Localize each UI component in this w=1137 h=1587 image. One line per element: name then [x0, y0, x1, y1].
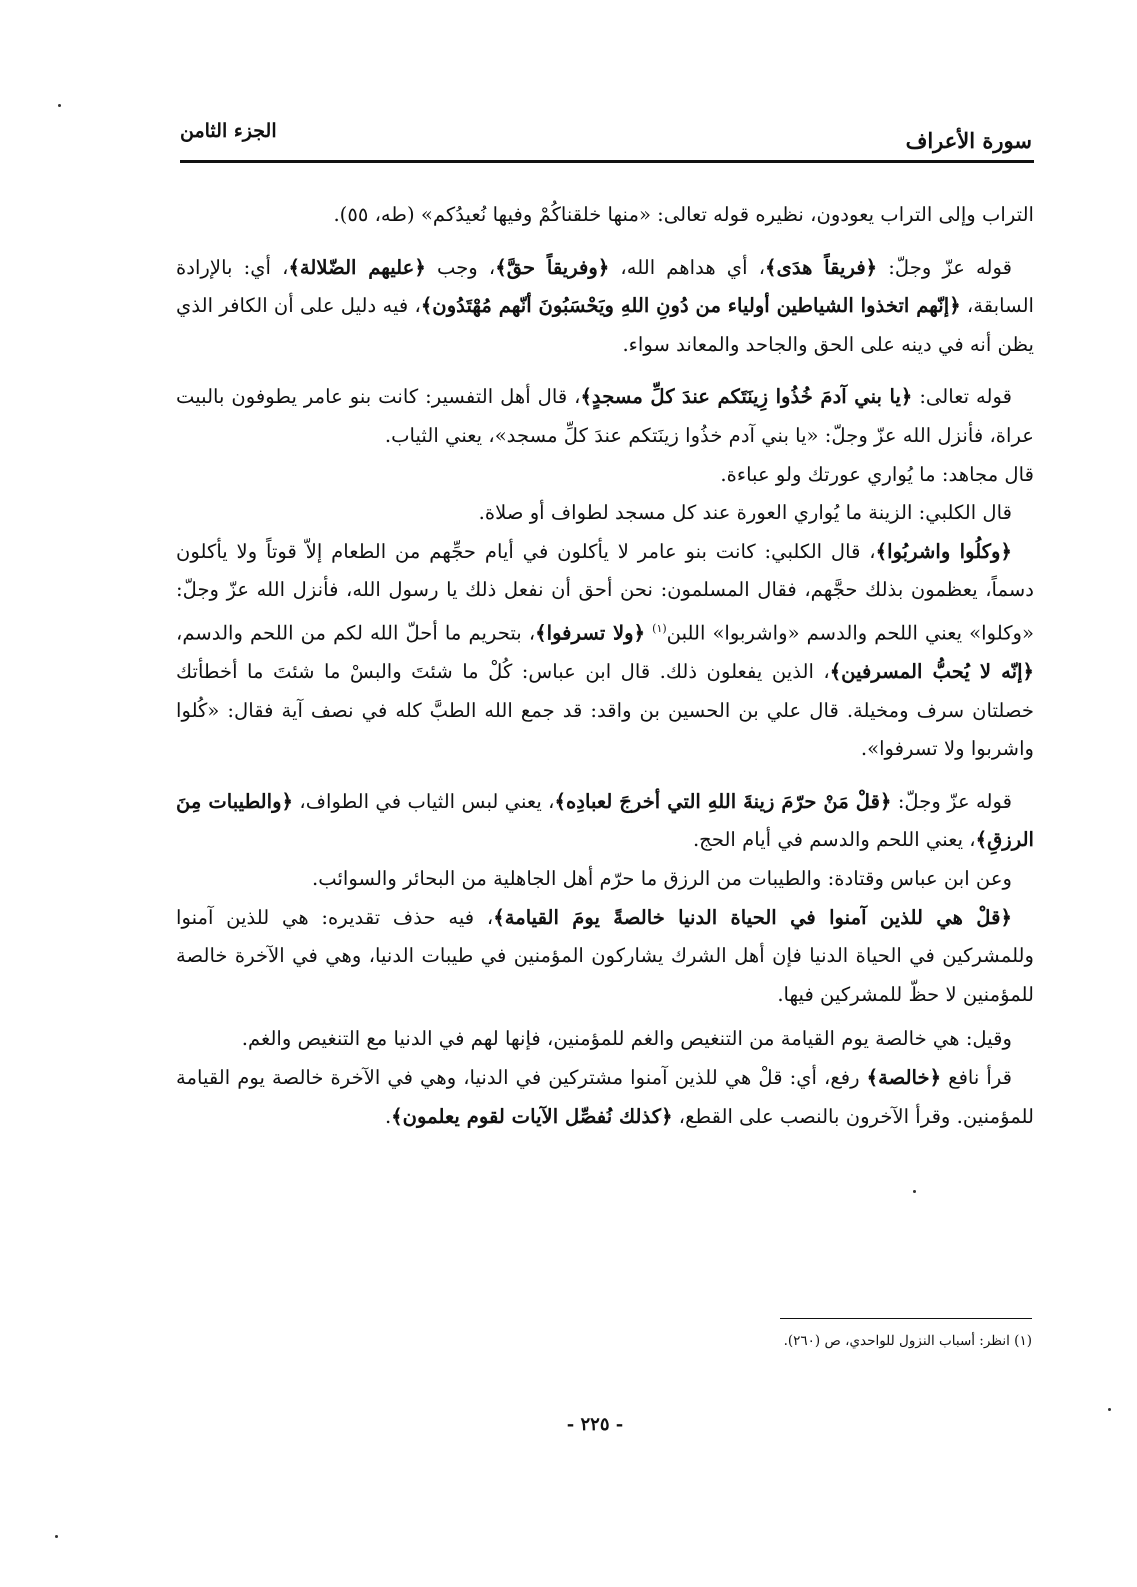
paragraph [176, 1020, 1034, 1059]
quran-quote: ﴿إنّه لا يُحبُّ المسرفين﴾ [829, 660, 1034, 684]
text-run: ، أي هداهم الله، [609, 255, 766, 279]
quran-quote: ﴿وكلُوا واشربُوا﴾ [875, 539, 1012, 563]
text-run: وعن ابن عباس وقتادة: والطيبات من الرزق ما حرّم أهل الجاهلية من البحائر والسوائب. [312, 867, 1012, 891]
quran-quote: ﴿ولا تسرفوا﴾ [535, 621, 646, 645]
text-run: ، أي: بالإرادة السابقة، [176, 255, 1034, 318]
text-run: . [384, 1104, 392, 1128]
running-head [180, 120, 1032, 160]
quran-quote: ﴿وفريقاً حقَّ﴾ [495, 255, 610, 279]
body-text [176, 196, 1034, 1136]
paragraph [176, 196, 1034, 235]
text-run: ، فيه دليل على أن الكافر الذي يظن أنه في دينه على الحق والجاحد والمعاند سواء. [176, 294, 1034, 356]
text-run: ، بتحريم ما أحلّ الله لكم من اللحم والدسم، [176, 621, 536, 645]
text-run: ، الذين يفعلون ذلك. قال ابن عباس: كُلْ ما شئتَ والبسْ ما شئتَ ما أخطأتك خصلتان سرف ومخيلة. قال علي بن الحسين بن واقد: قد جمع الله الطبَّ كله في نصف آية فقال: «كُلوا واشربوا ولا تسرفوا». [176, 660, 1034, 761]
quran-quote: ﴿عليهم الضّلالة﴾ [288, 255, 426, 279]
text-run: قرأ نافع [941, 1066, 1012, 1089]
paragraph [176, 456, 1034, 495]
text-run: قوله تعالى: [912, 385, 1012, 409]
text-run: ، قال أهل التفسير: كانت بنو عامر يطوفون بالبيت عراة، فأنزل الله عزّ وجلّ: «يا بني آدم خذُوا زينَتكم عندَ كلِّ مسجد»، يعني الثياب. [176, 385, 1034, 447]
paragraph [176, 249, 1034, 365]
text-run: ، فيه حذف تقديره: هي للذين آمنوا وللمشركين في الحياة الدنيا فإن أهل الشرك يشاركون المؤمنين في طيبات الدنيا، وهي في الآخرة خالصة للمؤمنين لا حظّ للمشركين فيها. [176, 905, 1034, 1006]
paragraph [176, 899, 1034, 1015]
quran-quote: ﴿والطيبات مِنَ الرزقِ﴾ [176, 789, 1034, 852]
footnote: (١) انظر: أسباب النزول للواحدي، ص (٢٦٠). [783, 1333, 1032, 1349]
quran-quote: ﴿فريقاً هدَى﴾ [765, 255, 878, 279]
quran-quote: ﴿قلْ هي للذين آمنوا في الحياة الدنيا خالصةً يومَ القيامة﴾ [493, 905, 1012, 929]
paragraph [176, 1059, 1034, 1136]
footnote-rule [780, 1318, 1032, 1319]
paragraph [176, 533, 1034, 769]
text-run: التراب وإلى التراب يعودون، نظيره قوله تعالى: «منها خلقناكُمْ وفيها نُعيدُكم» (طه، ٥٥). [333, 203, 1034, 226]
paragraph [176, 378, 1034, 455]
scan-speck [1108, 1408, 1111, 1411]
text-run: ، يعني لبس الثياب في الطواف، [293, 789, 555, 813]
page-number: - ٢٢٥ - [566, 1414, 624, 1435]
quran-quote: ﴿قلْ مَنْ حرّمَ زينةَ اللهِ التي أخرجَ لعبادِه﴾ [554, 789, 892, 813]
quran-quote: ﴿خالصة﴾ [866, 1066, 942, 1089]
text-run: قال مجاهد: ما يُواري عورتك ولو عباءة. [720, 462, 1034, 486]
text-run: ، قال الكلبي: كانت بنو عامر لا يأكلون في أيام حجِّهم من الطعام إلاّ قوتاً ولا يأكلون دسماً، يعظمون بذلك حجَّهم، فقال المسلمون: نحن أحق أن نفعل ذلك يا رسول الله، فأنزل الله عزّ وجلّ: «وكلوا» يعني اللحم والدسم «واشربوا» اللبن [176, 539, 1034, 645]
text-run: ، وجب [425, 255, 496, 279]
footnote-marker: (١) [652, 621, 667, 635]
quran-quote: ﴿إنّهم اتخذوا الشياطين أولياء من دُونِ اللهِ ويَحْسَبُونَ أنّهم مُهْتَدُون﴾ [420, 294, 961, 318]
text-run: وقيل: هي خالصة يوم القيامة من التنغيص والغم للمؤمنين، فإنها لهم في الدنيا مع التنغيص والغم. [241, 1027, 1012, 1051]
text-run: ، يعني اللحم والدسم في أيام الحج. [692, 828, 976, 852]
text-run: قال الكلبي: الزينة ما يُواري العورة عند كل مسجد لطواف أو صلاة. [478, 501, 1012, 525]
quran-quote: ﴿يا بني آدمَ خُذُوا زِينَتَكم عندَ كلِّ مسجدٍ﴾ [580, 385, 913, 409]
scan-speck [55, 1535, 58, 1538]
paragraph [176, 783, 1034, 860]
surah-title: سورة الأعراف [905, 128, 1032, 153]
scan-speck [913, 1190, 916, 1193]
paragraph [176, 494, 1034, 533]
paragraph [176, 860, 1034, 899]
text-run: رفع، أي: قلْ هي للذين آمنوا مشتركين في الدنيا، وهي في الآخرة خالصة يوم القيامة للمؤمنين. وقرأ الآخرون بالنصب على القطع، [176, 1066, 1034, 1128]
part-label: الجزء الثامن [180, 120, 277, 142]
header-rule [180, 160, 1034, 163]
scan-speck [58, 104, 61, 107]
quran-quote: ﴿كذلك نُفصِّل الآيات لقوم يعلمون﴾ [391, 1104, 673, 1128]
text-run: قوله عزّ وجلّ: [891, 789, 1013, 813]
text-run: قوله عزّ وجلّ: [877, 255, 1012, 279]
